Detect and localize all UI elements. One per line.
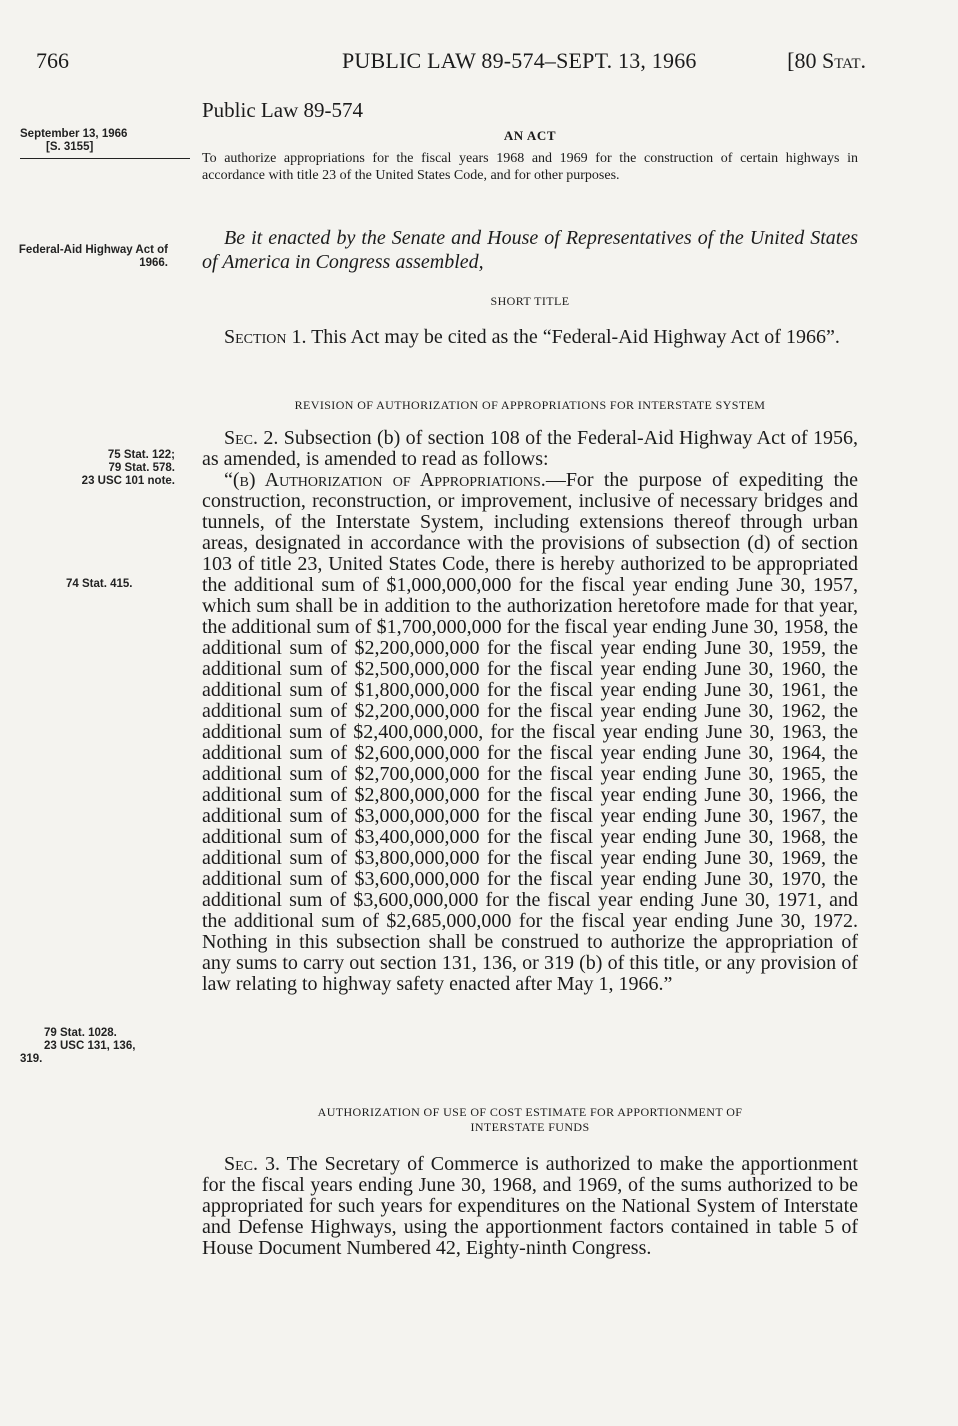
- page-number: 766: [36, 48, 69, 73]
- section-2-subsection-b: “(b) Authorization of Appropriations.—For the purpose of expediting the construction, reconstruction, or improvement, inclusive of necessary bridges and tunnels, of the Interstate System, including extensions thereof through urban areas, designated in accordance with the provisions of subsection (d) of section 103 of title 23, United States Code, there is hereby authorized to be appropriated the additional sum of $1,000,000,000 for the fiscal year ending June 30, 1957, which sum shall be in addition to the authorization heretofore made for that year, the additional sum of $1,700,000,000 for the fiscal year ending June 30, 1958, the additional sum of $2,200,000,000 for the fiscal year ending June 30, 1959, the additional sum of $2,500,000,000 for the fiscal year ending June 30, 1960, the additional sum of $1,800,000,000 for the fiscal year ending June 30, 1961, the additional sum of $2,200,000,000 for the fiscal year ending June 30, 1962, the additional sum of $2,400,000,000, for the fiscal year ending June 30, 1963, the additional sum of $2,600,000,000 for the fiscal year ending June 30, 1964, the additional sum of $2,700,000,000 for the fiscal year ending June 30, 1965, the additional sum of $2,800,000,000 for the fiscal year ending June 30, 1966, the additional sum of $3,000,000,000 for the fiscal year ending June 30, 1967, the additional sum of $3,400,000,000 for the fiscal year ending June 30, 1968, the additional sum of $3,800,000,000 for the fiscal year ending June 30, 1969, the additional sum of $3,600,000,000 for the fiscal year ending June 30, 1970, the additional sum of $3,600,000,000 for the fiscal year ending June 30, 1971, and the additional sum of $2,685,000,000 for the fiscal year ending June 30, 1972. Nothing in this subsection shall be construed to authorize the appropriation of any sums to carry out section 131, 136, or 319 (b) of this title, or any provision of law relating to highway safety enacted after May 1, 1966.”: [202, 469, 858, 995]
- section-3-heading: AUTHORIZATION OF USE OF COST ESTIMATE FOR APPORTIONMENT OF INTERSTATE FUNDS: [317, 1105, 743, 1134]
- margin-end-citations: 79 Stat. 1028. 23 USC 131, 136, 319.: [20, 1027, 136, 1065]
- margin-rule: [20, 158, 190, 159]
- section-1-label: Section 1.: [224, 326, 307, 348]
- section-3-label: Sec. 3.: [224, 1153, 280, 1175]
- act-purpose: To authorize appropriations for the fiscal years 1968 and 1969 for the construction of certain highways in accordance with title 23 of the United States Code, and for other purposes.: [202, 151, 858, 183]
- enacting-clause: Be it enacted by the Senate and House of Representatives of the United States of America in Congress assembled,: [202, 227, 858, 273]
- section-2-heading: REVISION OF AUTHORIZATION OF APPROPRIATIONS FOR INTERSTATE SYSTEM: [294, 398, 766, 412]
- page-header: [36, 48, 866, 82]
- section-2-label: Sec. 2.: [224, 427, 279, 449]
- public-law-name: Public Law 89-574: [202, 98, 363, 122]
- section-2: [202, 428, 858, 995]
- subsection-b-label: “(b) Authorization of Appropriations.: [224, 469, 546, 491]
- short-title-heading: SHORT TITLE: [490, 294, 570, 308]
- section-1: Section 1. This Act may be cited as the “Federal-Aid Highway Act of 1966”.: [224, 326, 840, 348]
- section-3: Sec. 3. The Secretary of Commerce is authorized to make the apportionment for the fiscal years ending June 30, 1968, and 1969, of the sums authorized to be appropriated for such years for expenditures on the National System of Interstate and Defense Highways, using the apportionment factors contained in table 5 of House Document Numbered 42, Eighty-ninth Congress.: [202, 1153, 858, 1259]
- margin-sec2-citation-2: 74 Stat. 415.: [66, 578, 133, 590]
- volume-reference: [80 Stat.: [787, 48, 866, 73]
- running-title: PUBLIC LAW 89-574–SEPT. 13, 1966: [342, 48, 697, 73]
- margin-sec2-citations: 75 Stat. 122; 79 Stat. 578. 23 USC 101 note.: [81, 449, 175, 487]
- an-act-heading: AN ACT: [503, 128, 557, 143]
- section-2-intro: Sec. 2. Subsection (b) of section 108 of the Federal-Aid Highway Act of 1956, as amended, is amended to read as follows:: [202, 427, 858, 470]
- margin-short-title-note: Federal-Aid Highway Act of 1966.: [18, 244, 168, 269]
- margin-date-note: September 13, 1966 [S. 3155]: [20, 128, 200, 159]
